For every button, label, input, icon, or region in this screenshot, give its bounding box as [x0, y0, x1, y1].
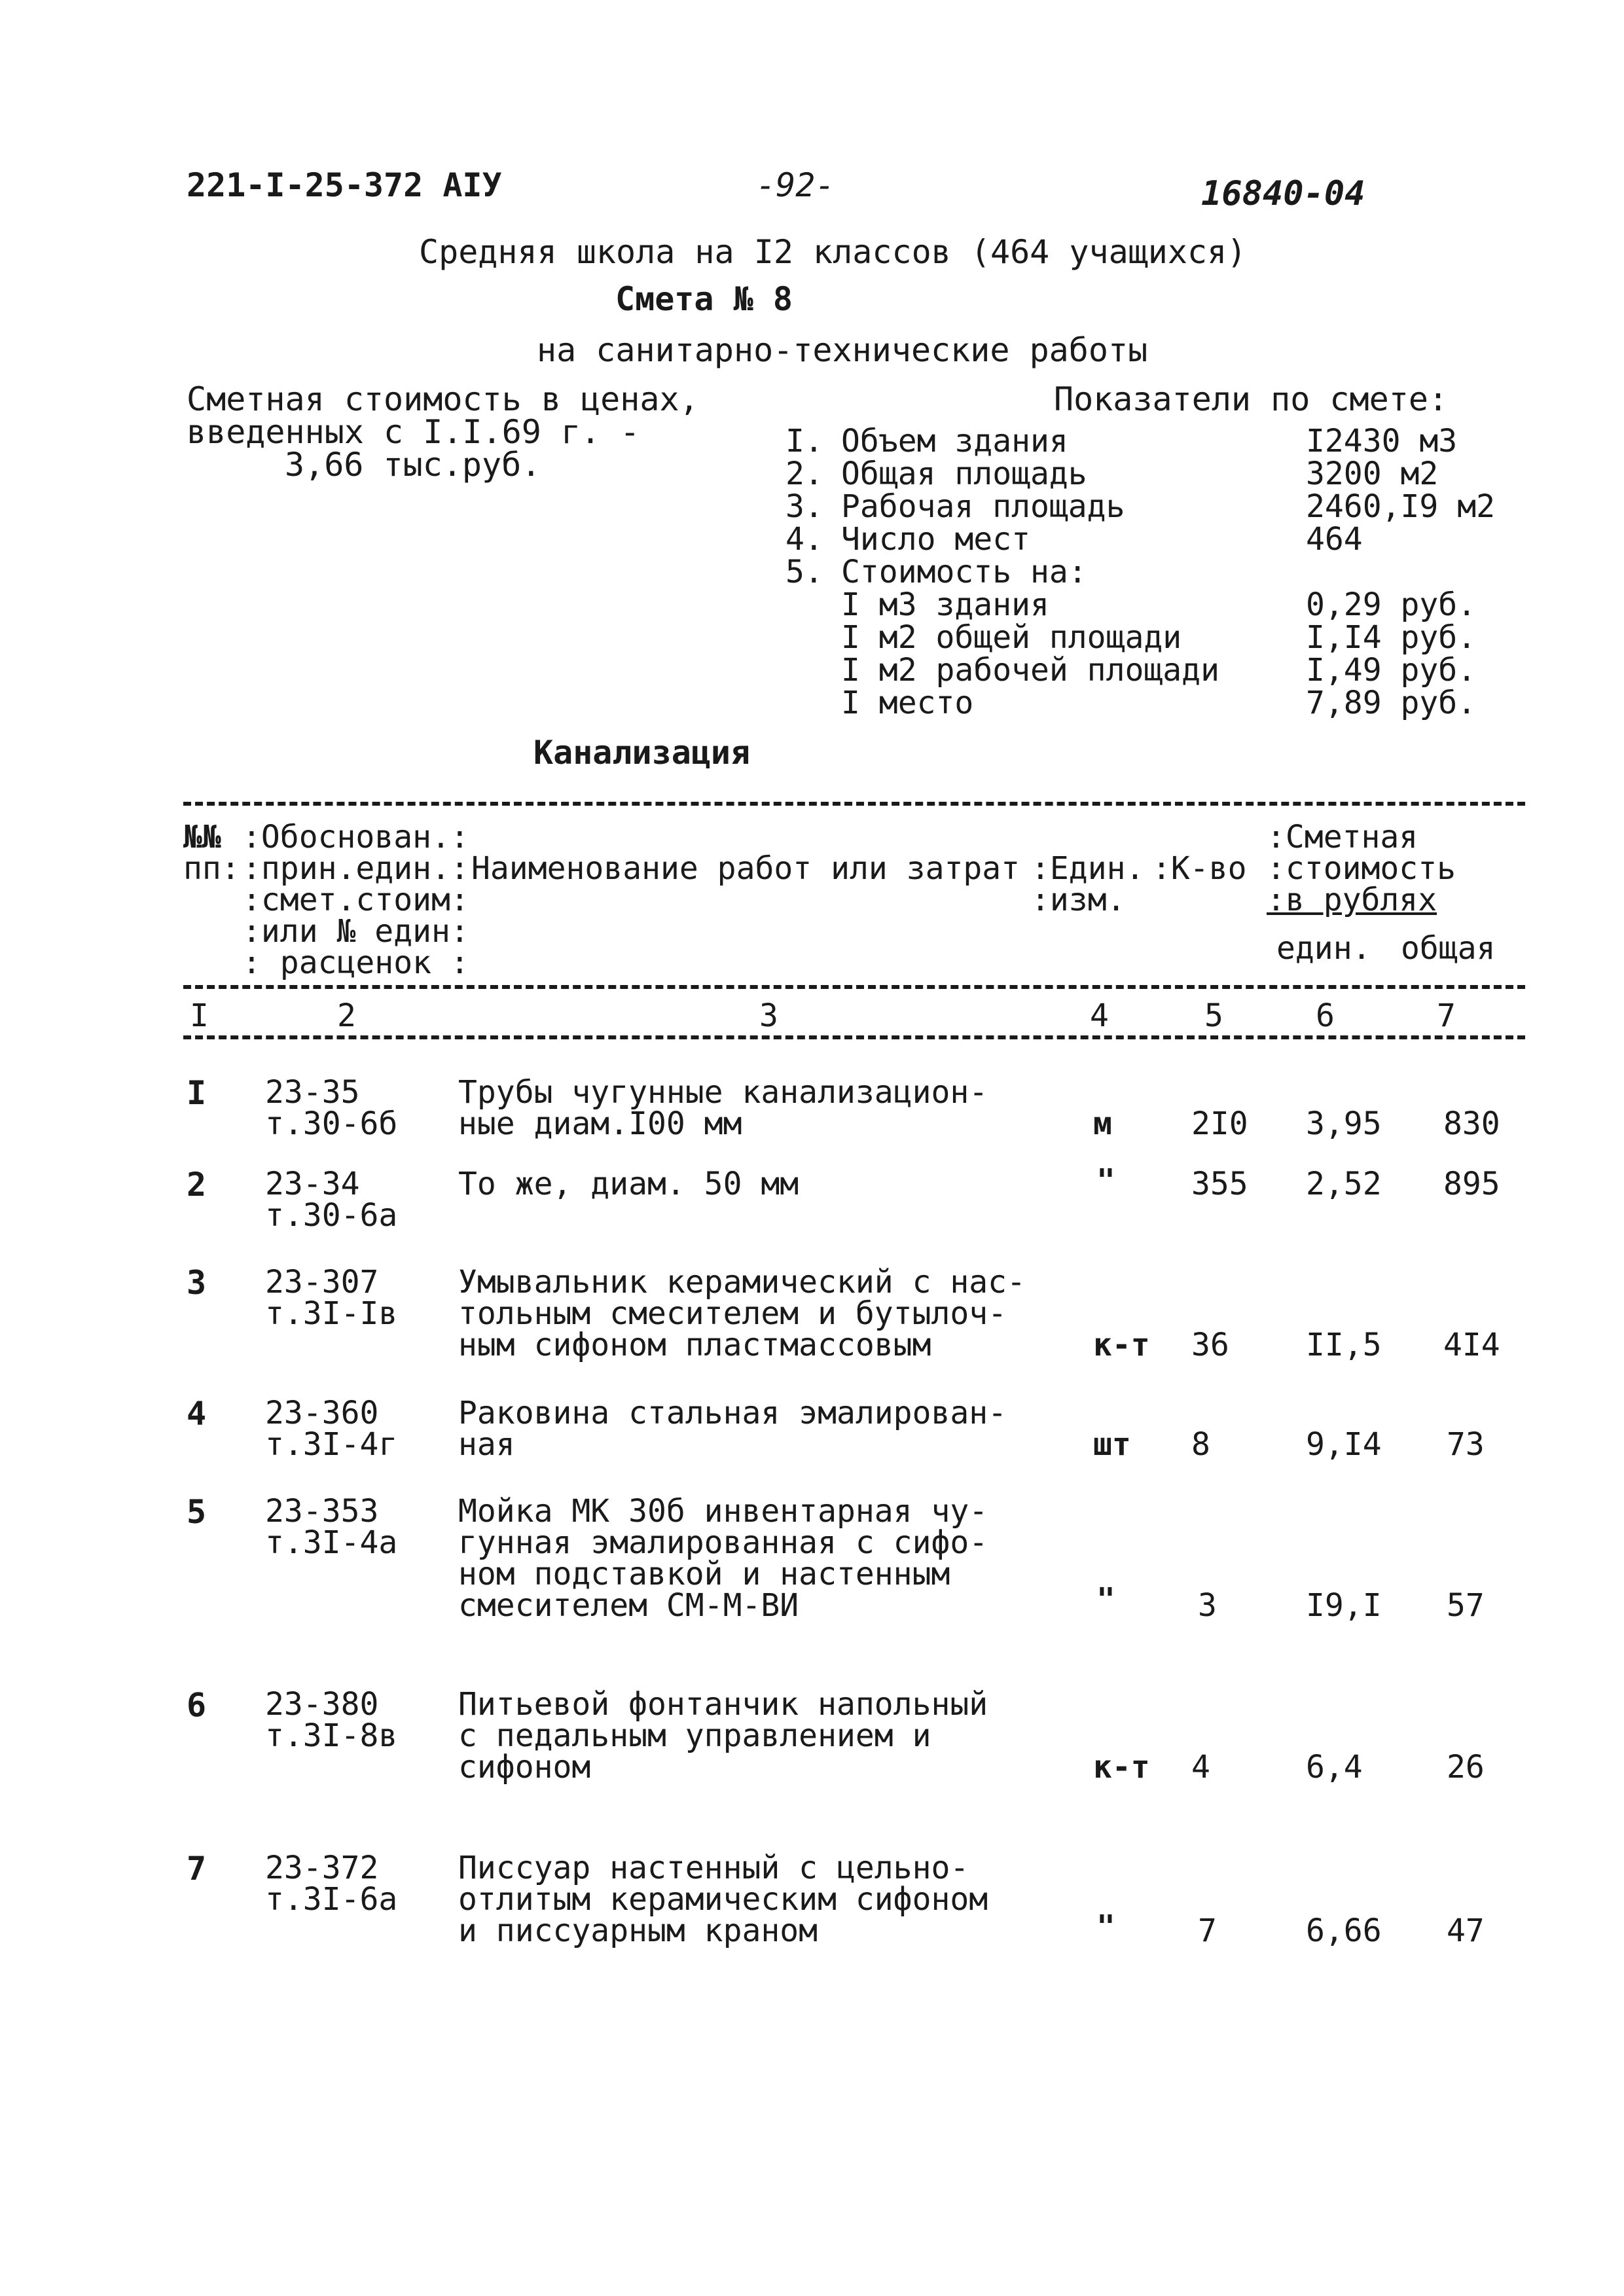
row-code-line-2: т.30-6а	[265, 1197, 398, 1234]
indicator-num-4: 4.	[785, 521, 823, 558]
cost-item-label-3: I м2 рабочей площади	[841, 652, 1219, 689]
row-qty: 3	[1198, 1587, 1217, 1624]
row-name	[458, 1850, 988, 1949]
row-code-line-2: т.30-6б	[265, 1105, 398, 1142]
row-qty: 4	[1191, 1749, 1210, 1785]
row-unit-price: 9,I4	[1306, 1426, 1382, 1463]
col-number-3: 3	[759, 997, 778, 1034]
row-name-line-2: гунная эмалированная с сифо-	[458, 1524, 988, 1561]
indicator-value-2: 3200 м2	[1306, 456, 1439, 492]
row-unit: м	[1093, 1105, 1112, 1142]
row-qty: 355	[1191, 1166, 1248, 1202]
row-name	[458, 1074, 988, 1142]
row-name-line-1: Раковина стальная эмалирован-	[458, 1395, 1007, 1431]
row-code	[265, 1395, 398, 1463]
row-name-line-1: Мойка МК 30б инвентарная чу-	[458, 1493, 988, 1530]
row-unit-price: I9,I	[1306, 1587, 1382, 1624]
header-col-basis-line-3: :смет.стоим:	[242, 882, 469, 918]
cost-item-label-1: I м3 здания	[841, 586, 1049, 623]
header-col-num	[183, 819, 240, 887]
row-code-line-1: 23-35	[265, 1074, 360, 1111]
row-code-line-1: 23-353	[265, 1493, 379, 1530]
indicator-num-5: 5.	[785, 554, 823, 590]
row-name-line-2: отлитым керамическим сифоном	[458, 1881, 988, 1918]
indicator-value-3: 2460,I9 м2	[1306, 488, 1495, 525]
row-num: 2	[187, 1166, 207, 1204]
page-number: -92-	[756, 166, 835, 204]
header-col-name: Наименование работ или затрат	[471, 850, 1020, 887]
header-col-basis-line-1: :Обоснован.:	[242, 819, 469, 855]
cost-line-3: 3,66 тыс.руб.	[285, 446, 541, 484]
row-name-line-1: Питьевой фонтанчик напольный	[458, 1686, 988, 1723]
row-total: 830	[1443, 1105, 1500, 1142]
row-code-line-1: 23-34	[265, 1166, 360, 1202]
archive-number: 16840-04	[1201, 174, 1365, 213]
row-code	[265, 1166, 398, 1234]
row-name: То же, диам. 50 мм	[458, 1166, 799, 1202]
header-col-cost-line-3: :в рублях	[1267, 882, 1437, 918]
row-name-line-1: Трубы чугунные канализацион-	[458, 1074, 988, 1111]
cost-item-value-2: I,I4 руб.	[1306, 619, 1477, 656]
row-code-line-2: т.3I-Iв	[265, 1295, 398, 1332]
header-col-total: общая	[1401, 930, 1496, 967]
row-unit: "	[1096, 1162, 1115, 1199]
header-col-num-line-2: пп:	[183, 850, 240, 887]
row-code	[265, 1493, 398, 1561]
row-unit: шт	[1093, 1426, 1131, 1463]
row-total: 26	[1447, 1749, 1485, 1785]
col-number-2: 2	[337, 997, 356, 1034]
row-name-line-2: ные диам.I00 мм	[458, 1105, 742, 1142]
row-code	[265, 1850, 398, 1918]
row-total: 57	[1447, 1587, 1485, 1624]
col-number-5: 5	[1204, 997, 1223, 1034]
header-col-unit-line-1: :Един.	[1031, 850, 1145, 887]
header-bottom-rule	[183, 1035, 1525, 1039]
section-title: Канализация	[533, 734, 751, 772]
indicator-num-2: 2.	[785, 456, 823, 492]
row-name-line-1: Писсуар настенный с цельно-	[458, 1850, 969, 1886]
row-total: 895	[1443, 1166, 1500, 1202]
row-qty: 36	[1191, 1327, 1229, 1363]
row-code-line-2: т.3I-4г	[265, 1426, 398, 1463]
row-num: 6	[187, 1686, 207, 1724]
row-code	[265, 1686, 398, 1754]
works-title: на санитарно-технические работы	[537, 331, 1148, 369]
row-unit: "	[1096, 1909, 1115, 1945]
row-num: 7	[187, 1850, 207, 1888]
col-number-4: 4	[1090, 997, 1109, 1034]
indicator-label-5: Стоимость на:	[841, 554, 1087, 590]
header-top-rule	[183, 802, 1525, 806]
row-unit-price: 6,4	[1306, 1749, 1363, 1785]
row-num: 5	[187, 1493, 207, 1531]
header-col-unit-line-2: :изм.	[1031, 882, 1126, 918]
header-col-basis-line-2: :прин.един.:	[242, 850, 469, 887]
row-code-line-2: т.3I-8в	[265, 1717, 398, 1754]
indicator-value-1: I2430 м3	[1306, 423, 1458, 459]
doc-code: 221-I-25-372 AIУ	[187, 166, 502, 204]
row-unit-price: 3,95	[1306, 1105, 1382, 1142]
row-name	[458, 1686, 988, 1785]
row-code-line-2: т.3I-4а	[265, 1524, 398, 1561]
row-total: 73	[1447, 1426, 1485, 1463]
header-col-cost-line-2: :стоимость	[1267, 850, 1456, 887]
row-unit: "	[1096, 1581, 1115, 1618]
header-col-basis-line-5: : расценок :	[242, 944, 469, 981]
estimate-title: Смета № 8	[615, 280, 793, 318]
row-name	[458, 1266, 1026, 1361]
cost-item-label-2: I м2 общей площади	[841, 619, 1182, 656]
row-unit-price: II,5	[1306, 1327, 1382, 1363]
row-name-line-4: смесителем СМ-М-ВИ	[458, 1587, 799, 1624]
row-name	[458, 1493, 988, 1624]
row-code-line-1: 23-380	[265, 1686, 379, 1723]
row-code-line-1: 23-307	[265, 1264, 379, 1300]
indicators-heading: Показатели по смете:	[1054, 380, 1449, 418]
indicator-num-3: 3.	[785, 488, 823, 525]
row-name-line-3: сифоном	[458, 1749, 591, 1785]
row-total: 47	[1447, 1912, 1485, 1949]
header-col-num-line-1: №№	[183, 819, 221, 855]
cost-line-2: введенных с I.I.69 г. -	[187, 413, 640, 451]
cost-item-value-1: 0,29 руб.	[1306, 586, 1477, 623]
row-qty: 7	[1198, 1912, 1217, 1949]
row-name-line-1: Умывальник керамический с нас-	[458, 1264, 1026, 1300]
header-mid-rule	[183, 985, 1525, 989]
school-title: Средняя школа на I2 классов (464 учащихся)	[419, 233, 1247, 271]
header-col-basis-line-4: :или № един:	[242, 913, 469, 950]
col-number-6: 6	[1316, 997, 1335, 1034]
row-name-line-3: ном подставкой и настенным	[458, 1556, 950, 1592]
row-unit: к-т	[1093, 1327, 1150, 1363]
row-name	[458, 1395, 1007, 1463]
indicator-label-4: Число мест	[841, 521, 1030, 558]
row-code	[265, 1074, 398, 1142]
col-number-1: I	[190, 997, 209, 1034]
row-name-line-3: ным сифоном пластмассовым	[458, 1327, 931, 1363]
row-total: 4I4	[1443, 1327, 1500, 1363]
row-unit-price: 6,66	[1306, 1912, 1382, 1949]
row-unit: к-т	[1093, 1749, 1150, 1785]
row-unit-price: 2,52	[1306, 1166, 1382, 1202]
row-code-line-1: 23-372	[265, 1850, 379, 1886]
col-number-7: 7	[1437, 997, 1456, 1034]
indicator-label-1: Объем здания	[841, 423, 1068, 459]
cost-item-label-4: I место	[841, 685, 974, 721]
header-col-unit-price: един.	[1276, 930, 1371, 967]
row-code	[265, 1264, 398, 1332]
cost-line-1: Сметная стоимость в ценах,	[187, 380, 699, 418]
cost-item-value-3: I,49 руб.	[1306, 652, 1477, 689]
row-num: I	[187, 1074, 207, 1112]
row-num: 4	[187, 1395, 207, 1433]
cost-item-value-4: 7,89 руб.	[1306, 685, 1477, 721]
header-col-basis	[242, 819, 469, 981]
header-col-unit	[1031, 850, 1145, 918]
indicator-label-2: Общая площадь	[841, 456, 1087, 492]
header-col-cost-line-1: :Сметная	[1267, 819, 1418, 855]
indicator-num-1: I.	[785, 423, 823, 459]
row-qty: 8	[1191, 1426, 1210, 1463]
row-num: 3	[187, 1264, 207, 1302]
indicator-value-4: 464	[1306, 521, 1363, 558]
row-code-line-1: 23-360	[265, 1395, 379, 1431]
header-col-qty: :К-во	[1152, 850, 1247, 887]
row-name-line-2: ная	[458, 1426, 515, 1463]
row-name-line-3: и писсуарным краном	[458, 1912, 818, 1949]
row-name-line-2: тольным смесителем и бутылоч-	[458, 1295, 1007, 1332]
header-col-cost	[1267, 821, 1456, 916]
indicator-label-3: Рабочая площадь	[841, 488, 1125, 525]
row-name-line-2: с педальным управлением и	[458, 1717, 931, 1754]
row-qty: 2I0	[1191, 1105, 1248, 1142]
row-code-line-2: т.3I-6а	[265, 1881, 398, 1918]
